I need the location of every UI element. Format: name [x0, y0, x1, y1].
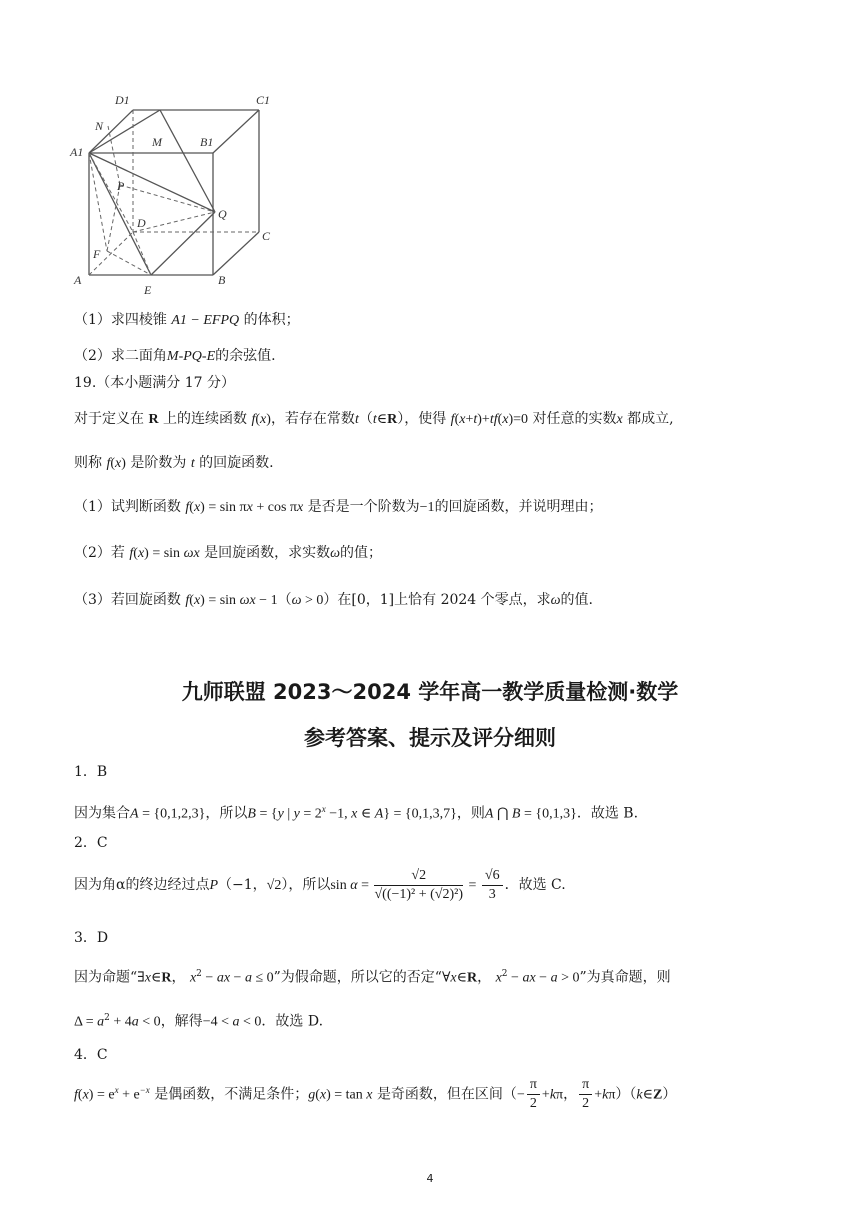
label-P: P	[117, 179, 125, 193]
cube-figure	[60, 88, 290, 303]
label-Q: Q	[218, 207, 227, 221]
label-D1: D1	[115, 93, 130, 107]
q19-stem-line1: 对于定义在 R 上的连续函数 f(x)，若存在常数t（t∈R），使得 f(x+t)+tf(x)=0 对任意的实数x 都成立,	[74, 411, 674, 427]
answer-4-label: 4．C	[74, 1047, 108, 1063]
answer-3-explanation-line2: $\Delta = a^2 + 4a < 0$，解得−4 < a < 0．故选 D.	[74, 1013, 324, 1030]
answer-1-explanation: 因为集合A = {0,1,2,3}，所以B = {y | $y = 2^x -1$, x ∈ A} = {0,1,3,7}，则A ⋂ B = {0,1,3}．故选 B.	[74, 804, 639, 822]
answer-4-explanation: $f(x) = e^x + e^{-x}$ 是偶函数，不满足条件；g(x) = tan x 是奇函数，但在区间（− $\frac{\pi}{2}$ +kπ， $\frac{\pi}{2}$ +kπ）（k∈Z）	[74, 1077, 677, 1112]
label-M: M	[152, 135, 162, 149]
q19-part2: （2）若 f(x) = sin ωx 是回旋函数，求实数ω的值；	[74, 545, 383, 561]
label-B: B	[218, 273, 226, 287]
q19-part1: （1）试判断函数 f(x) = sin πx + cos πx 是否是一个阶数为−1的回旋函数，并说明理由；	[74, 499, 603, 515]
label-D: D	[137, 216, 146, 230]
page-number: 4	[426, 1172, 434, 1185]
q19-stem-line2: 则称 f(x) 是阶数为 t 的回旋函数.	[74, 455, 274, 471]
answer-2-label: 2．C	[74, 835, 108, 851]
answer-1-label: 1．B	[74, 764, 108, 780]
answer-3-explanation-line1: 因为命题“∃x∈R， $x^2$ − ax − a ≤ 0”为假命题，所以它的否定“∀x∈R， $x^2$ − ax − a > 0”为真命题，则	[74, 969, 671, 986]
q19-part3: （3）若回旋函数 f(x) = sin ωx − 1（ω > 0）在[0，1]上恰有 2024 个零点，求ω的值.	[74, 592, 593, 608]
q18-part2: （2）求二面角M-PQ-E的余弦值.	[74, 348, 276, 364]
q19-heading: 19.（本小题满分 17 分）	[74, 375, 235, 391]
label-A1: A1	[70, 145, 84, 159]
label-N: N	[95, 119, 104, 133]
label-C: C	[262, 229, 271, 243]
answer-2-explanation: 因为角α的终边经过点P（−1，√2），所以sin α = $\frac{√2}{\text{√((−1)² + (√2)²)}}$ = $\frac{√6}{3}$ ．故选 C.	[74, 867, 566, 902]
answers-title: 九师联盟 2023～2024 学年高一教学质量检测·数学	[181, 680, 679, 704]
label-E: E	[144, 283, 152, 297]
q18-part1: （1）求四棱锥 A1 − EFPQ 的体积；	[74, 312, 300, 328]
label-C1: C1	[256, 93, 271, 107]
label-A: A	[74, 273, 82, 287]
label-B1: B1	[200, 135, 214, 149]
q18-part1-expr: A1 − EFPQ	[171, 313, 240, 328]
answer-3-label: 3．D	[74, 930, 109, 946]
label-F: F	[93, 247, 101, 261]
answers-subtitle: 参考答案、提示及评分细则	[304, 726, 556, 750]
